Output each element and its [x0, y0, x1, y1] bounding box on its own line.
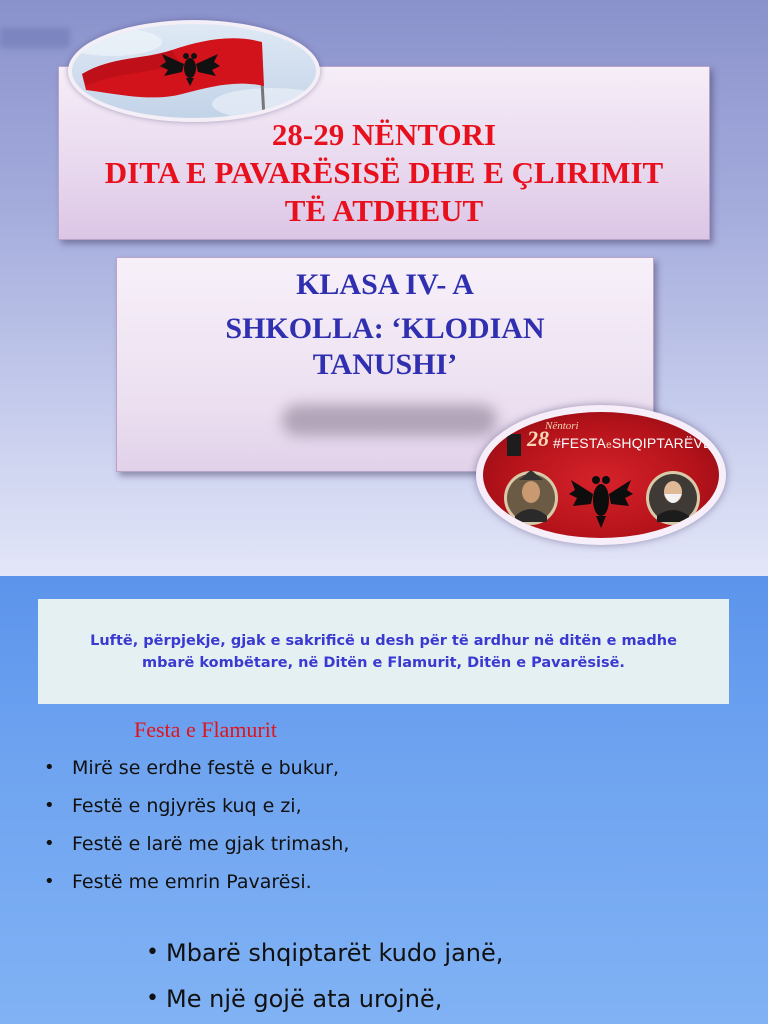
poem-line: Mirë se erdhe festë e bukur,	[72, 757, 340, 779]
list-item	[44, 867, 349, 905]
portrait-right-icon	[646, 471, 700, 525]
badge-inner	[483, 412, 719, 538]
hashtag-part-2: SHQIPTARËVE	[611, 435, 713, 451]
poem-line: Mbarë shqiptarët kudo janë,	[166, 939, 504, 967]
list-item	[44, 791, 349, 829]
waving-flag-icon	[72, 24, 316, 118]
bullet-icon: •	[146, 940, 159, 965]
poem-slide	[0, 576, 768, 1024]
quote-text: Luftë, përpjekje, gjak e sakrificë u desh për të ardhur në ditën e madhe mbarë kombëtare, në Ditën e Flamurit, Ditën e Pavarësisë.	[90, 632, 677, 671]
albanian-flag-photo	[68, 20, 320, 122]
poem-line: Me një gojë ata urojnë,	[166, 985, 443, 1013]
bullet-icon: •	[146, 986, 159, 1011]
bullet-icon: •	[44, 833, 55, 854]
blurred-text	[282, 404, 497, 436]
tv-logo-icon	[507, 434, 521, 456]
badge-script-word: Nëntori	[545, 420, 579, 432]
badge-artwork	[483, 412, 719, 538]
double-headed-eagle-icon	[569, 476, 633, 528]
badge-hashtag	[553, 435, 713, 451]
school-name-line1: SHKOLLA: ‘KLODIAN	[225, 312, 545, 345]
class-label: KLASA IV- A	[296, 268, 474, 301]
portrait-left-icon	[504, 470, 558, 525]
hashtag-part-1: #FESTA	[553, 435, 607, 451]
bullet-icon: •	[44, 795, 55, 816]
poem-line: Festë me emrin Pavarësi.	[72, 871, 312, 893]
bullet-icon: •	[44, 871, 55, 892]
hashtag-connector: e	[606, 440, 612, 451]
list-item	[146, 978, 503, 1024]
poem-line: Festë e ngjyrës kuq e zi,	[72, 795, 302, 817]
quote-box	[38, 599, 729, 704]
school-name-line2: TANUSHI’	[312, 348, 458, 381]
poem-title: Festa e Flamurit	[134, 717, 277, 742]
poem-stanza-2	[146, 932, 503, 1024]
badge-number: 28	[527, 426, 549, 451]
list-item	[146, 932, 503, 978]
festa-badge	[476, 405, 726, 545]
poem-line: Festë e larë me gjak trimash,	[72, 833, 350, 855]
list-item	[44, 753, 349, 791]
bullet-icon: •	[44, 757, 55, 778]
poem-stanza-1	[44, 753, 349, 905]
title-line-date: 28-29 NËNTORI	[271, 117, 497, 152]
list-item	[44, 829, 349, 867]
title-line-homeland: TË ATDHEUT	[284, 193, 484, 228]
decorative-smudge	[0, 28, 70, 48]
title-line-holiday: DITA E PAVARËSISË DHE E ÇLIRIMIT	[104, 155, 664, 190]
